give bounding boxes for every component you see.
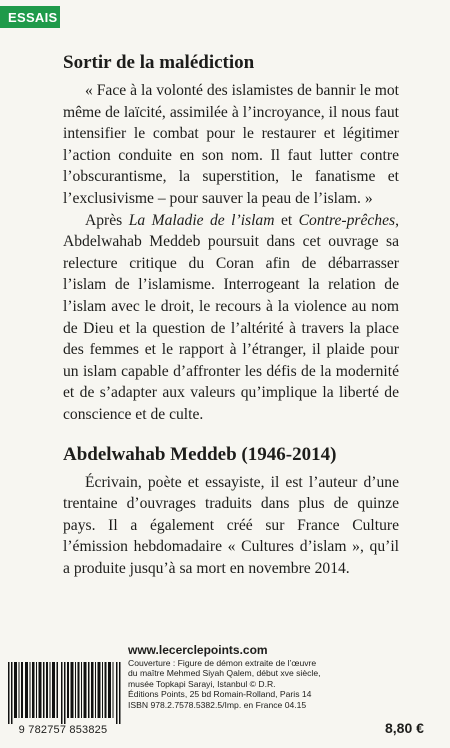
author-heading: Abdelwahab Meddeb (1946-2014) — [63, 443, 337, 465]
category-tag-label: ESSAIS — [8, 9, 58, 25]
credit-line: du maître Mehmed Siyah Qalem, début xve siècle, — [128, 668, 321, 679]
book-title-1: La Maladie de l’islam — [128, 211, 275, 229]
author-bio: Écrivain, poète et essayiste, il est l’auteur d’une trentaine d’ouvrages traduits dans plus de quinze pays. Il a également créé sur France Culture l’émission hebdomadaire « Cultures d’islam », qu’il a produite jusqu’à sa mort en novembre 2014. — [63, 473, 399, 577]
barcode-icon — [6, 662, 124, 724]
price: 8,80 € — [385, 720, 424, 736]
summary-text-and: et — [274, 211, 299, 229]
quote-paragraph: « Face à la volonté des islamistes de bannir le mot même de laïcité, assimilée à l’incroyance, il nous faut intensifier le combat pour le restaurer et légitimer l’action conduite en son nom. Il faut lutter contre l’obscurantisme, la superstition, le fanatisme et l’exclusivisme – pour sauver la peau de l’islam. » — [63, 82, 399, 207]
category-tag — [0, 6, 60, 28]
back-cover-text — [63, 52, 399, 579]
credit-line: musée Topkapi Sarayi, Istanbul © D.R. — [128, 678, 276, 689]
credit-line: ISBN 978.2.7578.5382.5/Imp. en France 04.15 — [128, 699, 307, 710]
summary-paragraph — [63, 210, 399, 426]
credit-line: Couverture : Figure de démon extraite de l’œuvre — [128, 658, 317, 668]
summary-text-rest: , Abdelwahab Meddeb poursuit dans cet ouvrage sa relecture critique du Coran afin de débarrasser l’islam de l’islamisme. Interrogeant la relation de l’islam avec le droit, le recours à la violence au nom de Dieu et la question de l’altérité à travers la place des femmes et le rapport à l’étranger, il plaide pour un islam capable d’affronter les défis de la modernité et de s’adapter aux valeurs qu’implique la liberté de conscience et de culte. — [63, 211, 399, 423]
book-title-2: Contre-prêches — [298, 211, 396, 229]
section-heading: Sortir de la malédiction — [63, 52, 255, 73]
publisher-website[interactable]: www.lecerclepoints.com — [128, 643, 268, 657]
summary-text-start: Après — [85, 211, 129, 229]
barcode-number: 9 782757 853825 — [18, 724, 108, 736]
credits — [128, 658, 368, 710]
footer — [0, 640, 450, 748]
credit-line: Éditions Points, 25 bd Romain-Rolland, Paris 14 — [128, 689, 312, 700]
